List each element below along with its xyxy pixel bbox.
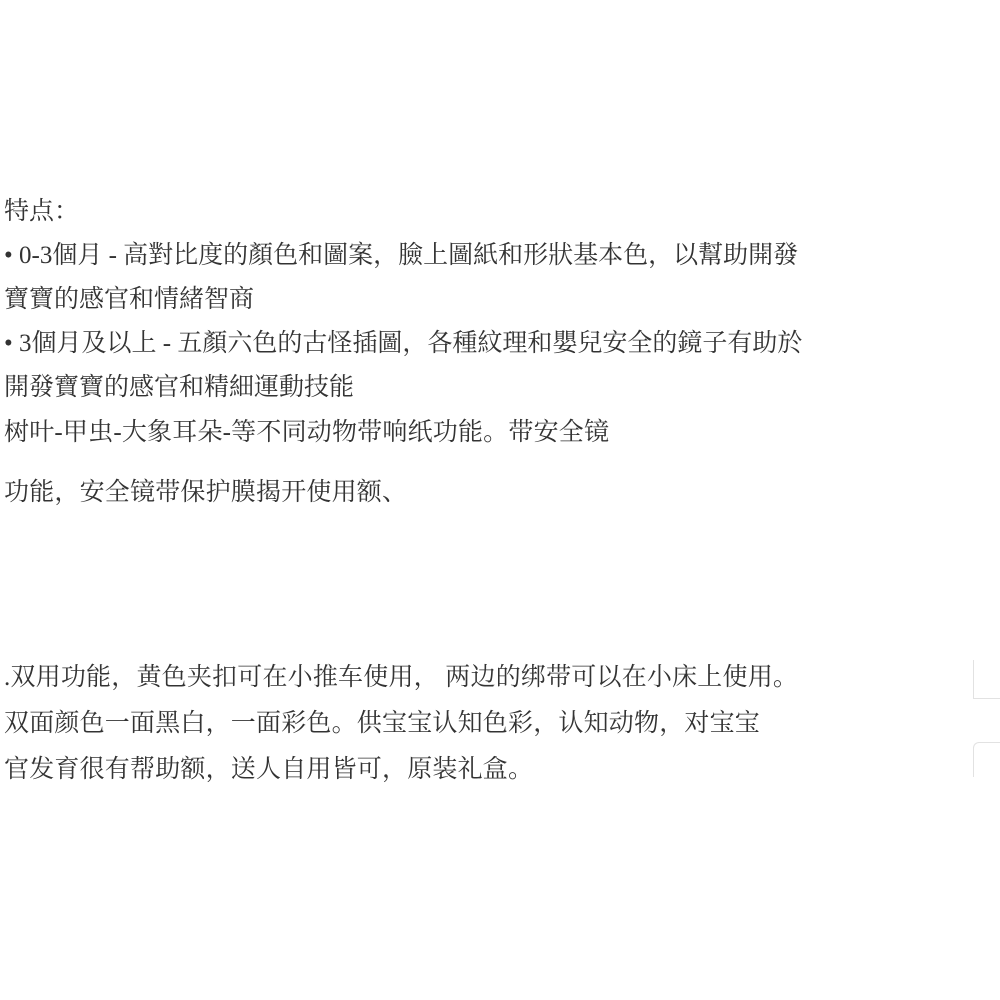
edge-artifact-bottom bbox=[973, 742, 1000, 777]
edge-artifact-top bbox=[973, 660, 1000, 699]
bullet-item-1-continuation: 開發寶寶的感官和精細運動技能 bbox=[4, 374, 355, 401]
bullet-text: 0-3個月 - 高對比度的顏色和圖案，臉上圖紙和形狀基本色，以幫助開發 bbox=[19, 242, 799, 269]
bullet-item-0 bbox=[0, 234, 1000, 278]
document-content-block-1 bbox=[0, 190, 1000, 455]
document-content-block-2 bbox=[0, 470, 1000, 515]
paragraph-dual-use-line-1: 双面颜色一面黑白，一面彩色。供宝宝认知色彩，认知动物，对宝宝 bbox=[4, 710, 761, 737]
edge-artifact-fade bbox=[922, 700, 1000, 744]
document-content-block-3 bbox=[0, 655, 1000, 793]
bullet-item-1 bbox=[0, 322, 1000, 366]
paragraph-dual-use-line-0: .双用功能，黄色夹扣可在小推车使用， 两边的绑带可以在小床上使用。 bbox=[4, 664, 799, 691]
bullet-marker: • bbox=[4, 242, 13, 269]
paragraph-mirror-film: 功能，安全镜带保护膜揭开使用额、 bbox=[4, 479, 408, 506]
bullet-text: 3個月及以上 - 五顏六色的古怪插圖，各種紋理和嬰兒安全的鏡子有助於 bbox=[19, 330, 803, 357]
features-heading: 特点： bbox=[4, 198, 80, 225]
bullet-marker: • bbox=[4, 330, 13, 357]
bullet-item-0-continuation: 寶寶的感官和情緒智商 bbox=[4, 286, 255, 313]
paragraph-animals-sound-paper: 树叶-甲虫-大象耳朵-等不同动物带响纸功能。带安全镜 bbox=[4, 419, 610, 446]
paragraph-dual-use-line-2: 官发育很有帮助额，送人自用皆可，原装礼盒。 bbox=[4, 756, 534, 783]
